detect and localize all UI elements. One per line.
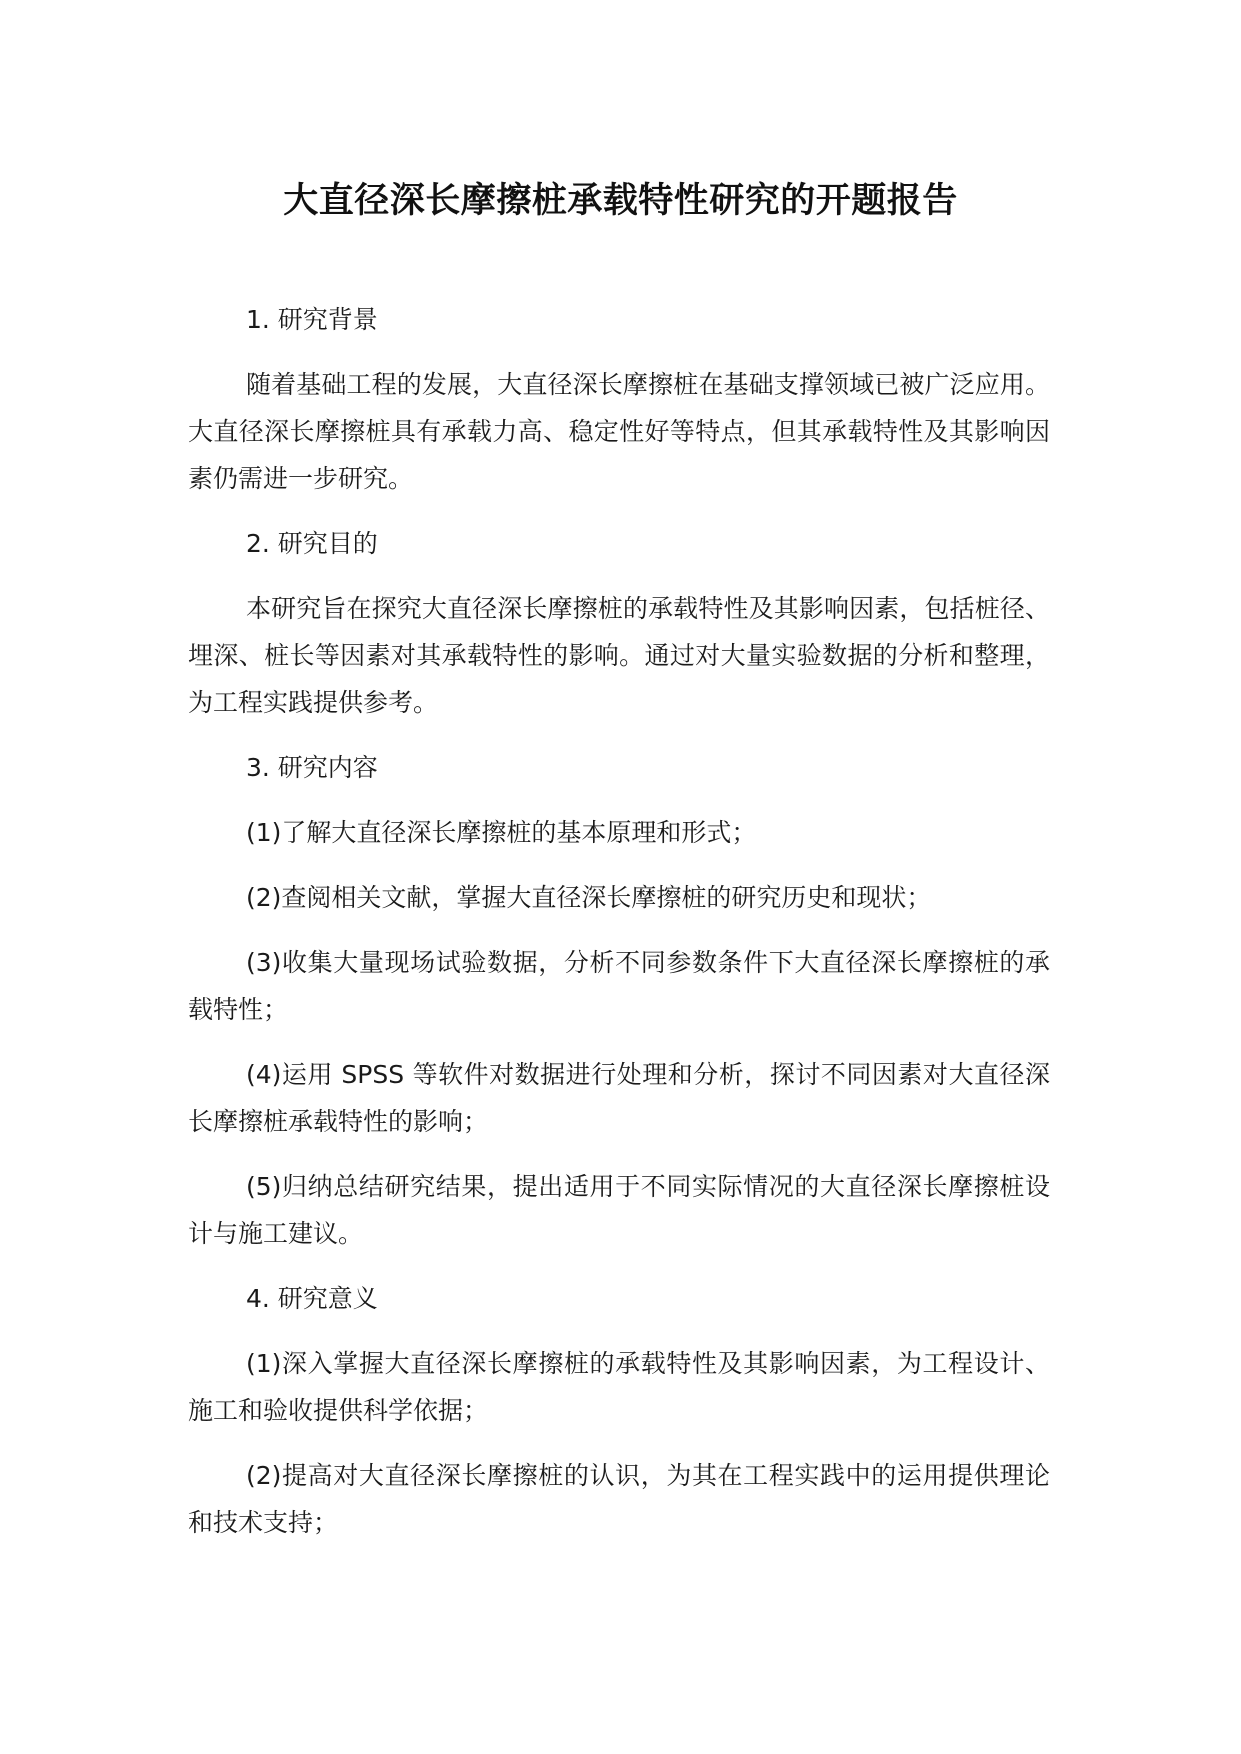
content-item-1: (1)了解大直径深长摩擦桩的基本原理和形式； xyxy=(246,818,757,847)
heading-research-purpose: 2. 研究目的 xyxy=(246,529,378,558)
content-item-3: (3)收集大量现场试验数据，分析不同参数条件下大直径深长摩擦桩的承载特性； xyxy=(188,948,1050,1024)
significance-item-2: (2)提高对大直径深长摩擦桩的认识，为其在工程实践中的运用提供理论和技术支持； xyxy=(188,1461,1050,1537)
content-item-2: (2)查阅相关文献，掌握大直径深长摩擦桩的研究历史和现状； xyxy=(246,883,932,912)
heading-research-significance: 4. 研究意义 xyxy=(246,1284,378,1313)
document-title: 大直径深长摩擦桩承载特性研究的开题报告 xyxy=(283,181,958,221)
paragraph-purpose: 本研究旨在探究大直径深长摩擦桩的承载特性及其影响因素，包括桩径、埋深、桩长等因素对其承载特性的影响。通过对大量实验数据的分析和整理，为工程实践提供参考。 xyxy=(188,594,1050,717)
content-item-4: (4)运用 SPSS 等软件对数据进行处理和分析，探讨不同因素对大直径深长摩擦桩承载特性的影响； xyxy=(188,1060,1050,1136)
significance-item-1: (1)深入掌握大直径深长摩擦桩的承载特性及其影响因素，为工程设计、施工和验收提供科学依据； xyxy=(188,1349,1050,1425)
heading-research-content: 3. 研究内容 xyxy=(246,753,378,782)
heading-research-background: 1. 研究背景 xyxy=(246,305,378,334)
content-item-5: (5)归纳总结研究结果，提出适用于不同实际情况的大直径深长摩擦桩设计与施工建议。 xyxy=(188,1172,1050,1248)
document-body xyxy=(188,296,1050,1564)
paragraph-background: 随着基础工程的发展，大直径深长摩擦桩在基础支撑领域已被广泛应用。大直径深长摩擦桩具有承载力高、稳定性好等特点，但其承载特性及其影响因素仍需进一步研究。 xyxy=(188,370,1050,493)
